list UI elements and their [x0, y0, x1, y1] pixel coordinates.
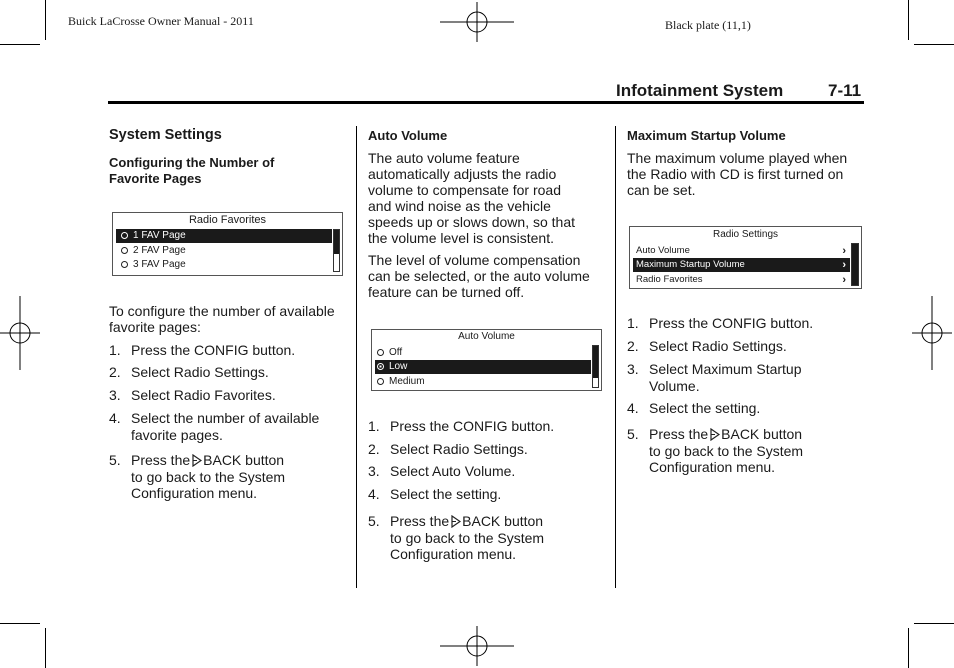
crop-mark [0, 623, 40, 624]
chevron-right-icon: › [842, 274, 846, 286]
chevron-right-icon: › [842, 245, 846, 257]
header-rule [108, 101, 864, 104]
crop-mark [45, 628, 46, 668]
auto-volume-screen [371, 329, 602, 391]
screen-menu-item: Radio Favorites › [636, 274, 846, 286]
registration-mark-top [440, 2, 514, 42]
crop-mark [914, 44, 954, 45]
crop-mark [908, 0, 909, 40]
section-heading: Maximum Startup Volume [627, 128, 786, 143]
screen-option: 1 FAV Page [116, 229, 332, 243]
chevron-right-icon: › [842, 259, 846, 271]
crop-mark [0, 44, 40, 45]
screen-option: Medium [375, 375, 591, 389]
screen-title: Radio Settings [712, 229, 779, 240]
paragraph: The level of volume compensation can be selected, or the auto volume feature can be turned off. [368, 252, 590, 300]
scrollbar [851, 243, 859, 286]
column-divider [356, 126, 357, 588]
section-heading: Auto Volume [368, 128, 448, 143]
back-arrow-icon [451, 515, 461, 528]
registration-mark-right [912, 296, 952, 370]
intro-text: To configure the number of available favorite pages: [109, 303, 335, 335]
crop-mark [908, 628, 909, 668]
screen-title: Radio Favorites [188, 214, 267, 226]
subheading: Configuring the Number of Favorite Pages [109, 155, 275, 186]
screen-title: Auto Volume [458, 331, 515, 342]
screen-option: 3 FAV Page [116, 258, 332, 272]
paragraph: The auto volume feature automatically adjusts the radio volume to compensate for road and wind noise as the vehicle speeds up or slows down, so that the volume level is consistent. [368, 150, 576, 246]
radio-selected-icon [377, 363, 384, 370]
back-arrow-icon [710, 428, 720, 441]
crop-mark [45, 0, 46, 40]
screen-option: Off [375, 346, 591, 360]
radio-icon [121, 232, 128, 239]
paragraph: The maximum volume played when the Radio with CD is first turned on can be set. [627, 150, 848, 198]
section-heading: System Settings [109, 127, 222, 143]
column-divider [615, 126, 616, 588]
radio-settings-screen [629, 226, 862, 289]
screen-menu-item: Auto Volume › [636, 245, 846, 257]
screen-option: Low [375, 360, 591, 374]
scrollbar [333, 229, 340, 272]
radio-favorites-screen [112, 212, 343, 276]
radio-icon [377, 378, 384, 385]
back-arrow-icon [192, 454, 202, 467]
radio-icon [121, 261, 128, 268]
page-number: 7-11 [828, 81, 862, 100]
registration-mark-left [0, 296, 40, 370]
radio-icon [121, 247, 128, 254]
screen-option: 2 FAV Page [116, 244, 332, 258]
manual-title: Buick LaCrosse Owner Manual - 2011 [68, 14, 254, 28]
registration-mark-bottom [440, 626, 514, 666]
section-title: Infotainment System [616, 81, 784, 100]
scrollbar [592, 345, 599, 388]
plate-label: Black plate (11,1) [665, 18, 751, 32]
crop-mark [914, 623, 954, 624]
screen-menu-item: Maximum Startup Volume › [633, 258, 850, 272]
radio-icon [377, 349, 384, 356]
